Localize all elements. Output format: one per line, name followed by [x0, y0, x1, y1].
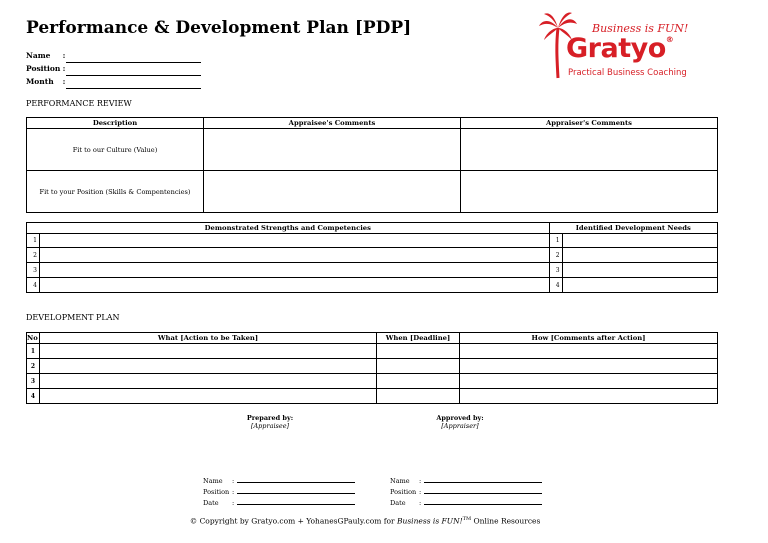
strengths-header: Demonstrated Strengths and Competencies — [27, 223, 550, 234]
prepared-by-block — [230, 414, 310, 430]
review-header-appraisee: Appraisee's Comments — [204, 118, 461, 129]
footer-tm: TM — [462, 516, 472, 522]
approved-by-role: [Appraiser] — [441, 422, 479, 430]
need-cell[interactable] — [562, 263, 717, 278]
development-plan-table — [26, 332, 718, 404]
logo-registered: ® — [665, 35, 674, 44]
month-row — [26, 77, 65, 86]
strength-number: 1 — [27, 234, 40, 248]
need-number: 4 — [549, 278, 562, 293]
strengths-table — [26, 222, 718, 293]
plan-what-cell[interactable] — [40, 359, 377, 374]
plan-number: 4 — [27, 389, 40, 404]
name-field[interactable] — [66, 54, 201, 63]
prepared-position-field[interactable] — [237, 487, 355, 494]
strength-number: 2 — [27, 248, 40, 263]
prepared-position-label: Position — [203, 488, 230, 496]
name-row — [26, 51, 65, 60]
prepared-name-sep: : — [232, 477, 235, 485]
plan-when-cell[interactable] — [377, 374, 460, 389]
plan-number: 3 — [27, 374, 40, 389]
plan-header-no: No — [27, 334, 38, 342]
need-number: 1 — [549, 234, 562, 248]
strength-cell[interactable] — [40, 263, 550, 278]
month-label: Month — [26, 77, 54, 86]
plan-header-what: What [Action to be Taken] — [40, 333, 377, 344]
logo-name: Gratyo — [566, 33, 666, 64]
performance-review-heading: PERFORMANCE REVIEW — [26, 99, 132, 108]
month-field[interactable] — [66, 80, 201, 89]
approved-position-label: Position — [390, 488, 417, 496]
approved-date-sep: : — [419, 499, 422, 507]
prepared-name-label: Name — [203, 477, 223, 485]
culture-appraiser-cell[interactable] — [461, 129, 718, 171]
gratyo-logo — [538, 8, 738, 83]
approved-position-sep: : — [419, 488, 422, 496]
position-row — [26, 64, 65, 73]
plan-when-cell[interactable] — [377, 344, 460, 359]
approved-date-label: Date — [390, 499, 406, 507]
strength-cell[interactable] — [40, 234, 550, 248]
approved-by-block — [420, 414, 500, 430]
footer-end: Online Resources — [471, 516, 541, 526]
plan-what-cell[interactable] — [40, 374, 377, 389]
position-sep: : — [62, 64, 66, 73]
name-label: Name — [26, 51, 51, 60]
footer-text: © Copyright by Gratyo.com + YohanesGPauly.com for — [189, 516, 397, 526]
approved-name-row — [390, 476, 542, 485]
strength-cell[interactable] — [40, 248, 550, 263]
strength-number: 4 — [27, 278, 40, 293]
development-needs-header: Identified Development Needs — [549, 223, 717, 234]
prepared-name-field[interactable] — [237, 476, 355, 483]
approved-name-label: Name — [390, 477, 410, 485]
name-sep: : — [62, 51, 66, 60]
strength-cell[interactable] — [40, 278, 550, 293]
need-number: 3 — [549, 263, 562, 278]
plan-how-cell[interactable] — [460, 389, 718, 404]
need-cell[interactable] — [562, 248, 717, 263]
copyright-footer — [0, 516, 730, 526]
prepared-position-sep: : — [232, 488, 235, 496]
position-label: Position — [26, 64, 61, 73]
position-appraisee-cell[interactable] — [204, 171, 461, 213]
approved-name-field[interactable] — [424, 476, 542, 483]
plan-what-cell[interactable] — [40, 344, 377, 359]
logo-subtitle: Practical Business Coaching — [568, 68, 687, 78]
approved-date-field[interactable] — [424, 498, 542, 505]
need-cell[interactable] — [562, 234, 717, 248]
approved-by-label: Approved by: — [436, 414, 484, 422]
review-row-culture: Fit to our Culture (Value) — [27, 129, 204, 171]
approved-name-sep: : — [419, 477, 422, 485]
performance-review-table — [26, 117, 718, 213]
prepared-by-role: [Appraisee] — [250, 422, 290, 430]
plan-number: 2 — [27, 359, 40, 374]
plan-how-cell[interactable] — [460, 344, 718, 359]
approved-position-row — [390, 487, 542, 496]
plan-when-cell[interactable] — [377, 359, 460, 374]
plan-header-when: When [Deadline] — [377, 333, 460, 344]
review-header-description: Description — [27, 118, 204, 129]
approved-date-row — [390, 498, 542, 507]
position-field[interactable] — [66, 67, 201, 76]
prepared-date-sep: : — [232, 499, 235, 507]
prepared-date-label: Date — [203, 499, 219, 507]
plan-how-cell[interactable] — [460, 374, 718, 389]
page-title: Performance & Development Plan [PDP] — [26, 18, 412, 38]
position-appraiser-cell[interactable] — [461, 171, 718, 213]
month-sep: : — [62, 77, 66, 86]
need-number: 2 — [549, 248, 562, 263]
development-plan-heading: DEVELOPMENT PLAN — [26, 313, 120, 322]
prepared-date-row — [203, 498, 355, 507]
plan-how-cell[interactable] — [460, 359, 718, 374]
prepared-name-row — [203, 476, 355, 485]
review-header-appraiser: Appraiser's Comments — [461, 118, 718, 129]
plan-header-how: How [Comments after Action] — [460, 333, 718, 344]
prepared-by-label: Prepared by: — [246, 414, 294, 422]
need-cell[interactable] — [562, 278, 717, 293]
plan-what-cell[interactable] — [40, 389, 377, 404]
prepared-date-field[interactable] — [237, 498, 355, 505]
plan-number: 1 — [27, 344, 40, 359]
prepared-position-row — [203, 487, 355, 496]
logo-tagline: Business is FUN! — [592, 22, 689, 35]
culture-appraisee-cell[interactable] — [204, 129, 461, 171]
strength-number: 3 — [27, 263, 40, 278]
approved-position-field[interactable] — [424, 487, 542, 494]
review-row-position: Fit to your Position (Skills & Compentencies) — [27, 171, 204, 213]
plan-when-cell[interactable] — [377, 389, 460, 404]
footer-italic: Business is FUN! — [396, 516, 463, 526]
